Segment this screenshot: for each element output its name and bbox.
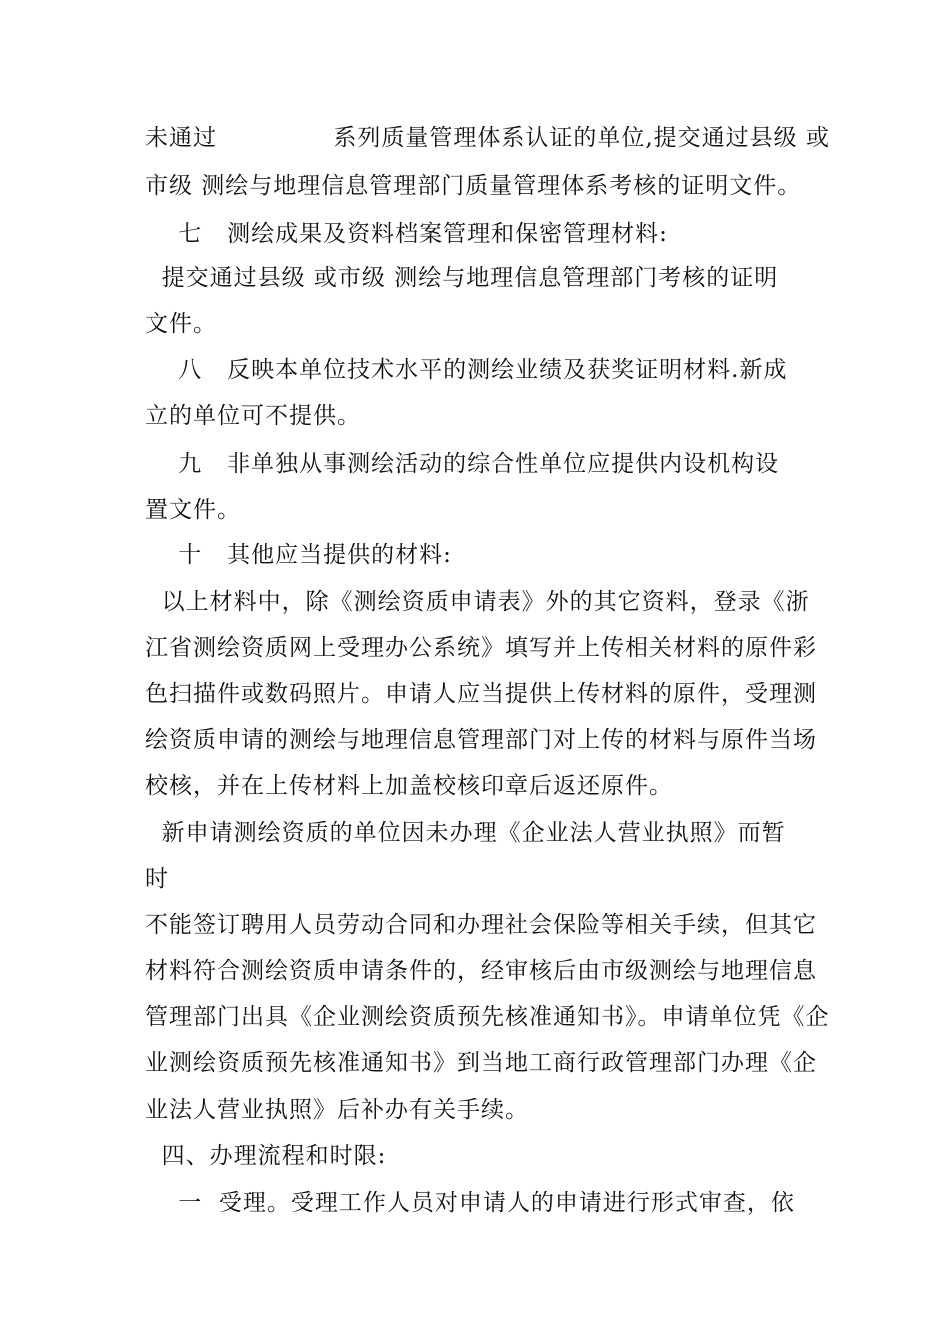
text-line: 材料符合测绘资质申请条件的，经审核后由市级测绘与地理信息: [145, 958, 817, 984]
text-line: 七 测绘成果及资料档案管理和保密管理材料:: [145, 221, 668, 247]
text-line: 未通过 系列质量管理体系认证的单位,提交通过县级 或: [145, 125, 830, 151]
text-line: 以上材料中，除《测绘资质申请表》外的其它资料，登录《浙: [145, 589, 810, 615]
text-line: 文件。: [145, 311, 217, 337]
text-line: 色扫描件或数码照片。申请人应当提供上传材料的原件，受理测: [145, 681, 817, 707]
text-line: 置文件。: [145, 497, 241, 523]
text-line: 业测绘资质预先核准通知书》到当地工商行政管理部门办理《企: [145, 1050, 817, 1076]
text-line: 八 反映本单位技术水平的测绘业绩及获奖证明材料.新成: [145, 357, 788, 383]
text-line: 九 非单独从事测绘活动的综合性单位应提供内设机构设: [145, 451, 780, 477]
text-line: 新申请测绘资质的单位因未办理《企业法人营业执照》而暂: [145, 820, 786, 846]
text-line: 市级 测绘与地理信息管理部门质量管理体系考核的证明文件。: [145, 173, 802, 199]
text-line: 不能签订聘用人员劳动合同和办理社会保险等相关手续，但其它: [145, 912, 817, 938]
text-line: 四、办理流程和时限:: [145, 1143, 387, 1169]
text-line: 江省测绘资质网上受理办公系统》填写并上传相关材料的原件彩: [145, 635, 817, 661]
text-line: 业法人营业执照》后补办有关手续。: [145, 1097, 529, 1123]
text-line: 时: [145, 866, 169, 892]
text-line: 管理部门出具《企业测绘资质预先核准通知书》。申请单位凭《企: [145, 1004, 830, 1030]
text-line: 十 其他应当提供的材料:: [145, 542, 452, 568]
text-line: 一 受理。受理工作人员对申请人的申请进行形式审查，依: [145, 1190, 795, 1216]
text-line: 绘资质申请的测绘与地理信息管理部门对上传的材料与原件当场: [145, 727, 817, 753]
text-line: 提交通过县级 或市级 测绘与地理信息管理部门考核的证明: [145, 265, 779, 291]
text-line: 校核，并在上传材料上加盖校核印章后返还原件。: [145, 773, 673, 799]
text-line: 立的单位可不提供。: [145, 403, 361, 429]
